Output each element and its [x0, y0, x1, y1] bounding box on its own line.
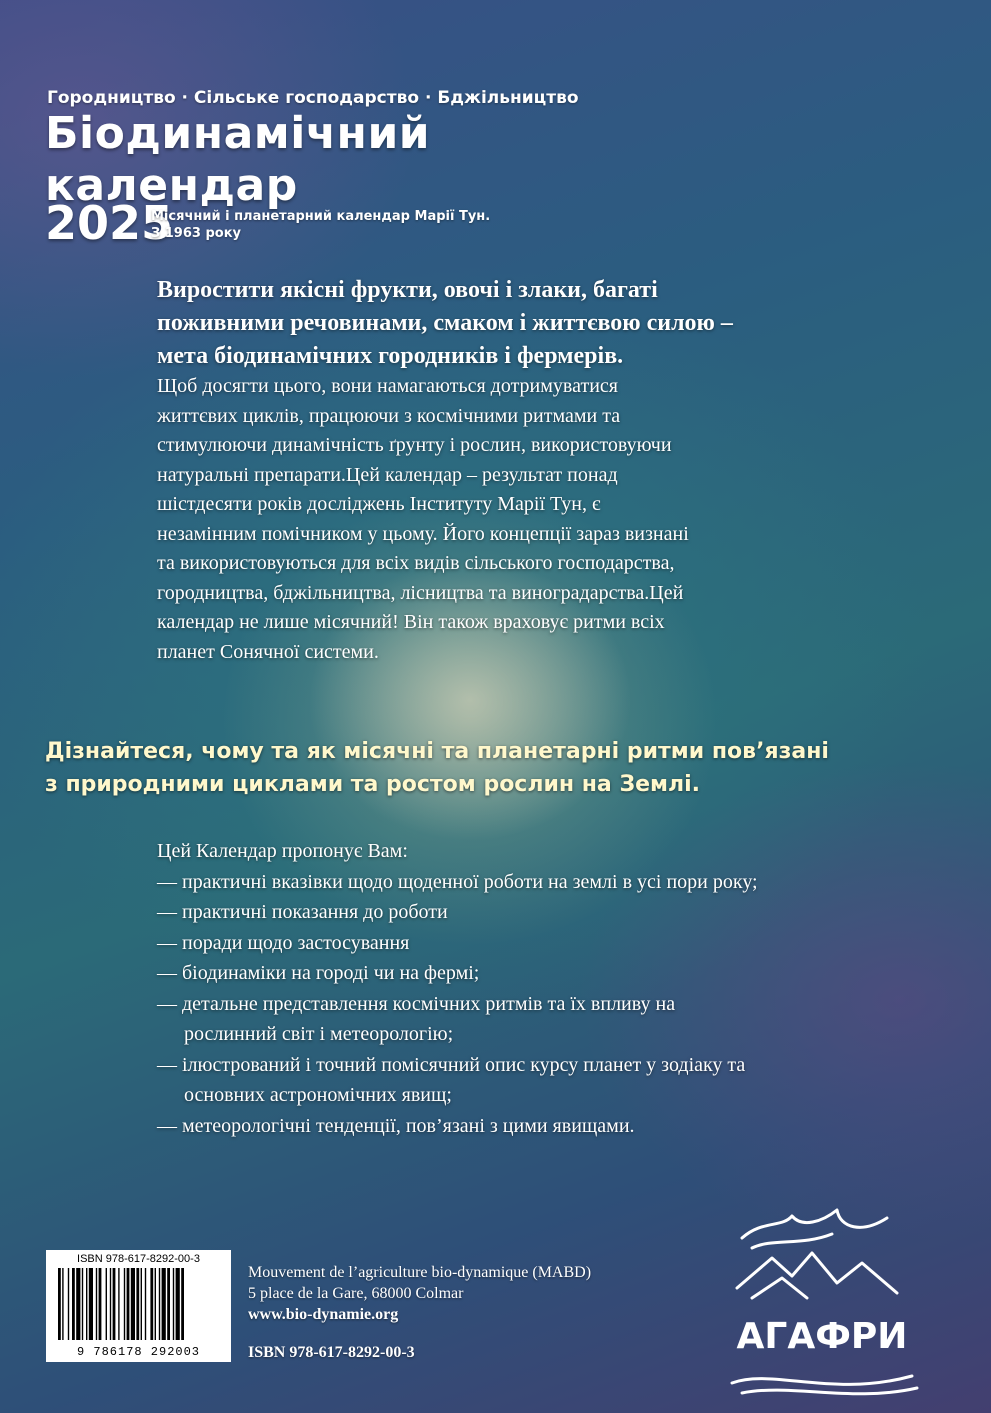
body-line: незамінним помічником у цьому. Його концепції зараз визнані [157, 522, 689, 545]
barcode-bar [136, 1268, 139, 1340]
body-line: планет Сонячної системи. [157, 640, 379, 663]
barcode-bar [89, 1268, 93, 1340]
publisher-isbn: ISBN 978-617-8292-00-3 [248, 1344, 415, 1361]
publisher-name: Mouvement de l’agriculture bio-dynamique (MABD) [248, 1264, 592, 1281]
barcode-bar [62, 1268, 63, 1340]
discover-line: з природними циклами та ростом рослин на Землі. [45, 772, 700, 797]
barcode-bar [68, 1268, 69, 1340]
body-line: та використовуються для всіх видів сільського господарства, [157, 552, 675, 574]
lead-line: поживними речовинами, смаком і життєвою силою – [157, 310, 733, 336]
offer-item: — практичні вказівки щодо щоденної роботи на землі в усі пори року; [157, 870, 758, 893]
barcode-bar [76, 1268, 80, 1340]
barcode-bar [110, 1268, 111, 1340]
subtitle-line-1: Місячний і планетарний календар Марії Тун. [151, 209, 491, 224]
body-line: шістдесяти років досліджень Інституту Марії Тун, є [157, 493, 601, 515]
barcode-bar [99, 1268, 102, 1340]
barcode-bar [145, 1268, 146, 1340]
barcode-bar [124, 1268, 125, 1340]
offer-item: — практичні показання до роботи [157, 901, 448, 923]
offers-intro: Цей Календар пропонує Вам: [157, 840, 408, 862]
title-line-1: Біодинамічний [45, 108, 431, 159]
barcode-bar [86, 1268, 87, 1340]
barcode-bar [82, 1268, 83, 1340]
body-line: натуральні препарати.Цей календар – результат понад [157, 463, 618, 486]
body-line: життєвих циклів, працюючи з космічними ритмами та [157, 404, 621, 427]
barcode-bar [113, 1268, 116, 1340]
subtitle-line-2: З 1963 року [151, 226, 242, 241]
barcode-bar [162, 1268, 166, 1340]
barcode-bar [58, 1268, 61, 1340]
agafri-logo-icon [712, 1198, 932, 1403]
offer-item-continuation: основних астрономічних явищ; [184, 1084, 452, 1106]
offer-item: — детальне представлення космічних ритмів та їх впливу на [157, 992, 676, 1015]
lead-line: мета біодинамічних городників і фермерів. [157, 343, 624, 369]
barcode-digits: 9 786178 292003 [76, 1345, 201, 1359]
offers-list [157, 836, 957, 1141]
barcode-bar [141, 1268, 142, 1340]
logo-text: АГАФРИ [736, 1316, 908, 1357]
title-line-2: календар [45, 160, 298, 211]
barcode-isbn-label: ISBN 978-617-8292-00-3 [77, 1253, 200, 1265]
body-line: календар не лише місячний! Він також враховує ритми всіх [157, 611, 665, 633]
barcode-bar [106, 1268, 107, 1340]
barcode-bar [96, 1268, 97, 1340]
offer-item: — біодинаміки на городі чи на фермі; [157, 962, 480, 984]
barcode-bar [181, 1268, 184, 1340]
barcode-bar [72, 1268, 75, 1340]
offer-item: — ілюстрований і точний помісячний опис курсу планет у зодіаку та [157, 1053, 746, 1076]
barcode-bar [173, 1268, 174, 1340]
lead-line: Виростити якісні фрукти, овочі і злаки, багаті [157, 277, 658, 303]
publisher-address: 5 place de la Gare, 68000 Colmar [248, 1285, 464, 1302]
body-line: городництва, бджільництва, лісництва та виноградарства.Цей [157, 581, 684, 604]
offer-item: — метеорологічні тенденції, пов’язані з цими явищами. [157, 1114, 635, 1137]
barcode-bar [176, 1268, 180, 1340]
barcode-bar [118, 1268, 119, 1340]
subtitle [151, 208, 490, 242]
offer-item-continuation: рослинний світ і метеорологію; [184, 1023, 454, 1045]
barcode-bar [155, 1268, 156, 1340]
barcode-bar [150, 1268, 153, 1340]
category-line: Городництво · Сільське господарство · Бджільництво [47, 88, 579, 108]
publisher-info [248, 1262, 591, 1363]
discover-line: Дізнайтеся, чому та як місячні та планетарні ритми пов’язані [45, 739, 829, 764]
book-year: 2025 [45, 196, 174, 250]
body-line: стимулюючи динамічність ґрунту і рослин, використовуючи [157, 434, 672, 456]
publisher-website: www.bio-dynamie.org [248, 1306, 399, 1323]
body-paragraph [157, 372, 877, 667]
barcode-bars [56, 1268, 221, 1340]
barcode-bar [159, 1268, 160, 1340]
barcode-bar [127, 1268, 130, 1340]
discover-heading [45, 735, 965, 801]
body-line: Щоб досягти цього, вони намагаються дотримуватися [157, 375, 618, 397]
lead-paragraph [157, 274, 957, 373]
isbn-barcode [46, 1250, 231, 1362]
barcode-bar [131, 1268, 135, 1340]
offer-item: — поради щодо застосування [157, 931, 410, 954]
barcode-bar [167, 1268, 170, 1340]
